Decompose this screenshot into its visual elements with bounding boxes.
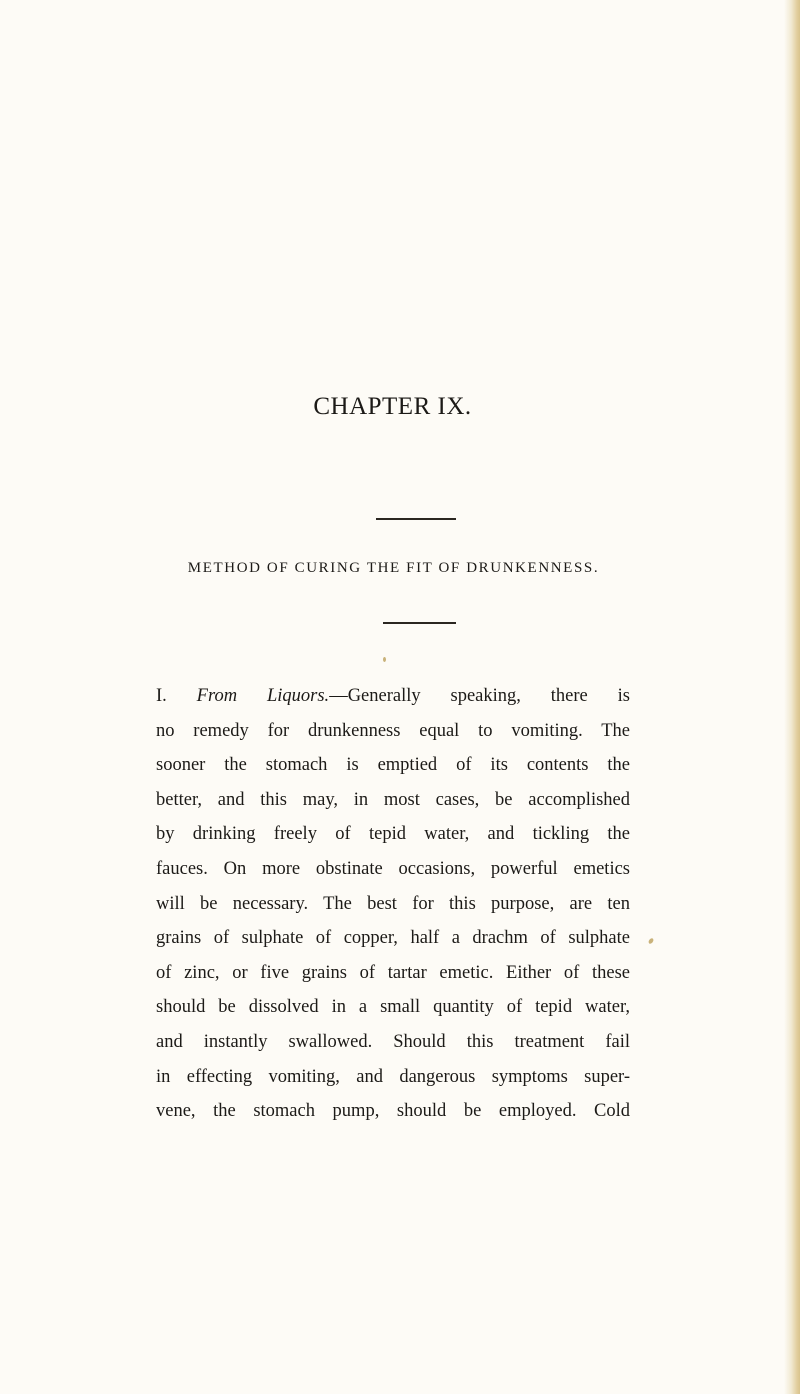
paragraph-line: should be dissolved in a small quantity of tepid water, xyxy=(156,997,630,1018)
paragraph-line: no remedy for drunkenness equal to vomiting. The xyxy=(156,720,630,741)
page-edge-shadow xyxy=(784,0,800,1394)
paragraph-line: and instantly swallowed. Should this treatment fail xyxy=(156,1031,630,1052)
section-paragraph xyxy=(156,679,630,1129)
chapter-subtitle: METHOD OF CURING THE FIT OF DRUNKENNESS. xyxy=(187,560,600,576)
paragraph-line: in effecting vomiting, and dangerous symptoms super- xyxy=(156,1066,630,1087)
paragraph-line: by drinking freely of tepid water, and tickling the xyxy=(156,824,630,845)
chapter-heading: CHAPTER IX. xyxy=(313,393,472,420)
section-label: From Liquors. xyxy=(196,686,330,706)
paper-speck xyxy=(383,657,386,662)
paragraph-line xyxy=(156,679,630,714)
paragraph-line: grains of sulphate of copper, half a drachm of sulphate xyxy=(156,928,630,949)
paragraph-line: will be necessary. The best for this purpose, are ten xyxy=(156,893,630,914)
rule-bottom xyxy=(383,622,456,624)
line-text: —Generally speaking, there is xyxy=(329,686,630,706)
paragraph-line: of zinc, or five grains of tartar emetic. Either of these xyxy=(156,962,630,983)
paper-speck xyxy=(648,937,655,944)
paragraph-line: sooner the stomach is emptied of its contents the xyxy=(156,755,630,776)
section-number: I. xyxy=(156,686,197,706)
rule-top xyxy=(376,518,456,520)
paragraph-line: fauces. On more obstinate occasions, powerful emetics xyxy=(156,858,630,879)
paragraph-line: better, and this may, in most cases, be accomplished xyxy=(156,789,630,810)
paragraph-line: vene, the stomach pump, should be employed. Cold xyxy=(156,1101,630,1122)
